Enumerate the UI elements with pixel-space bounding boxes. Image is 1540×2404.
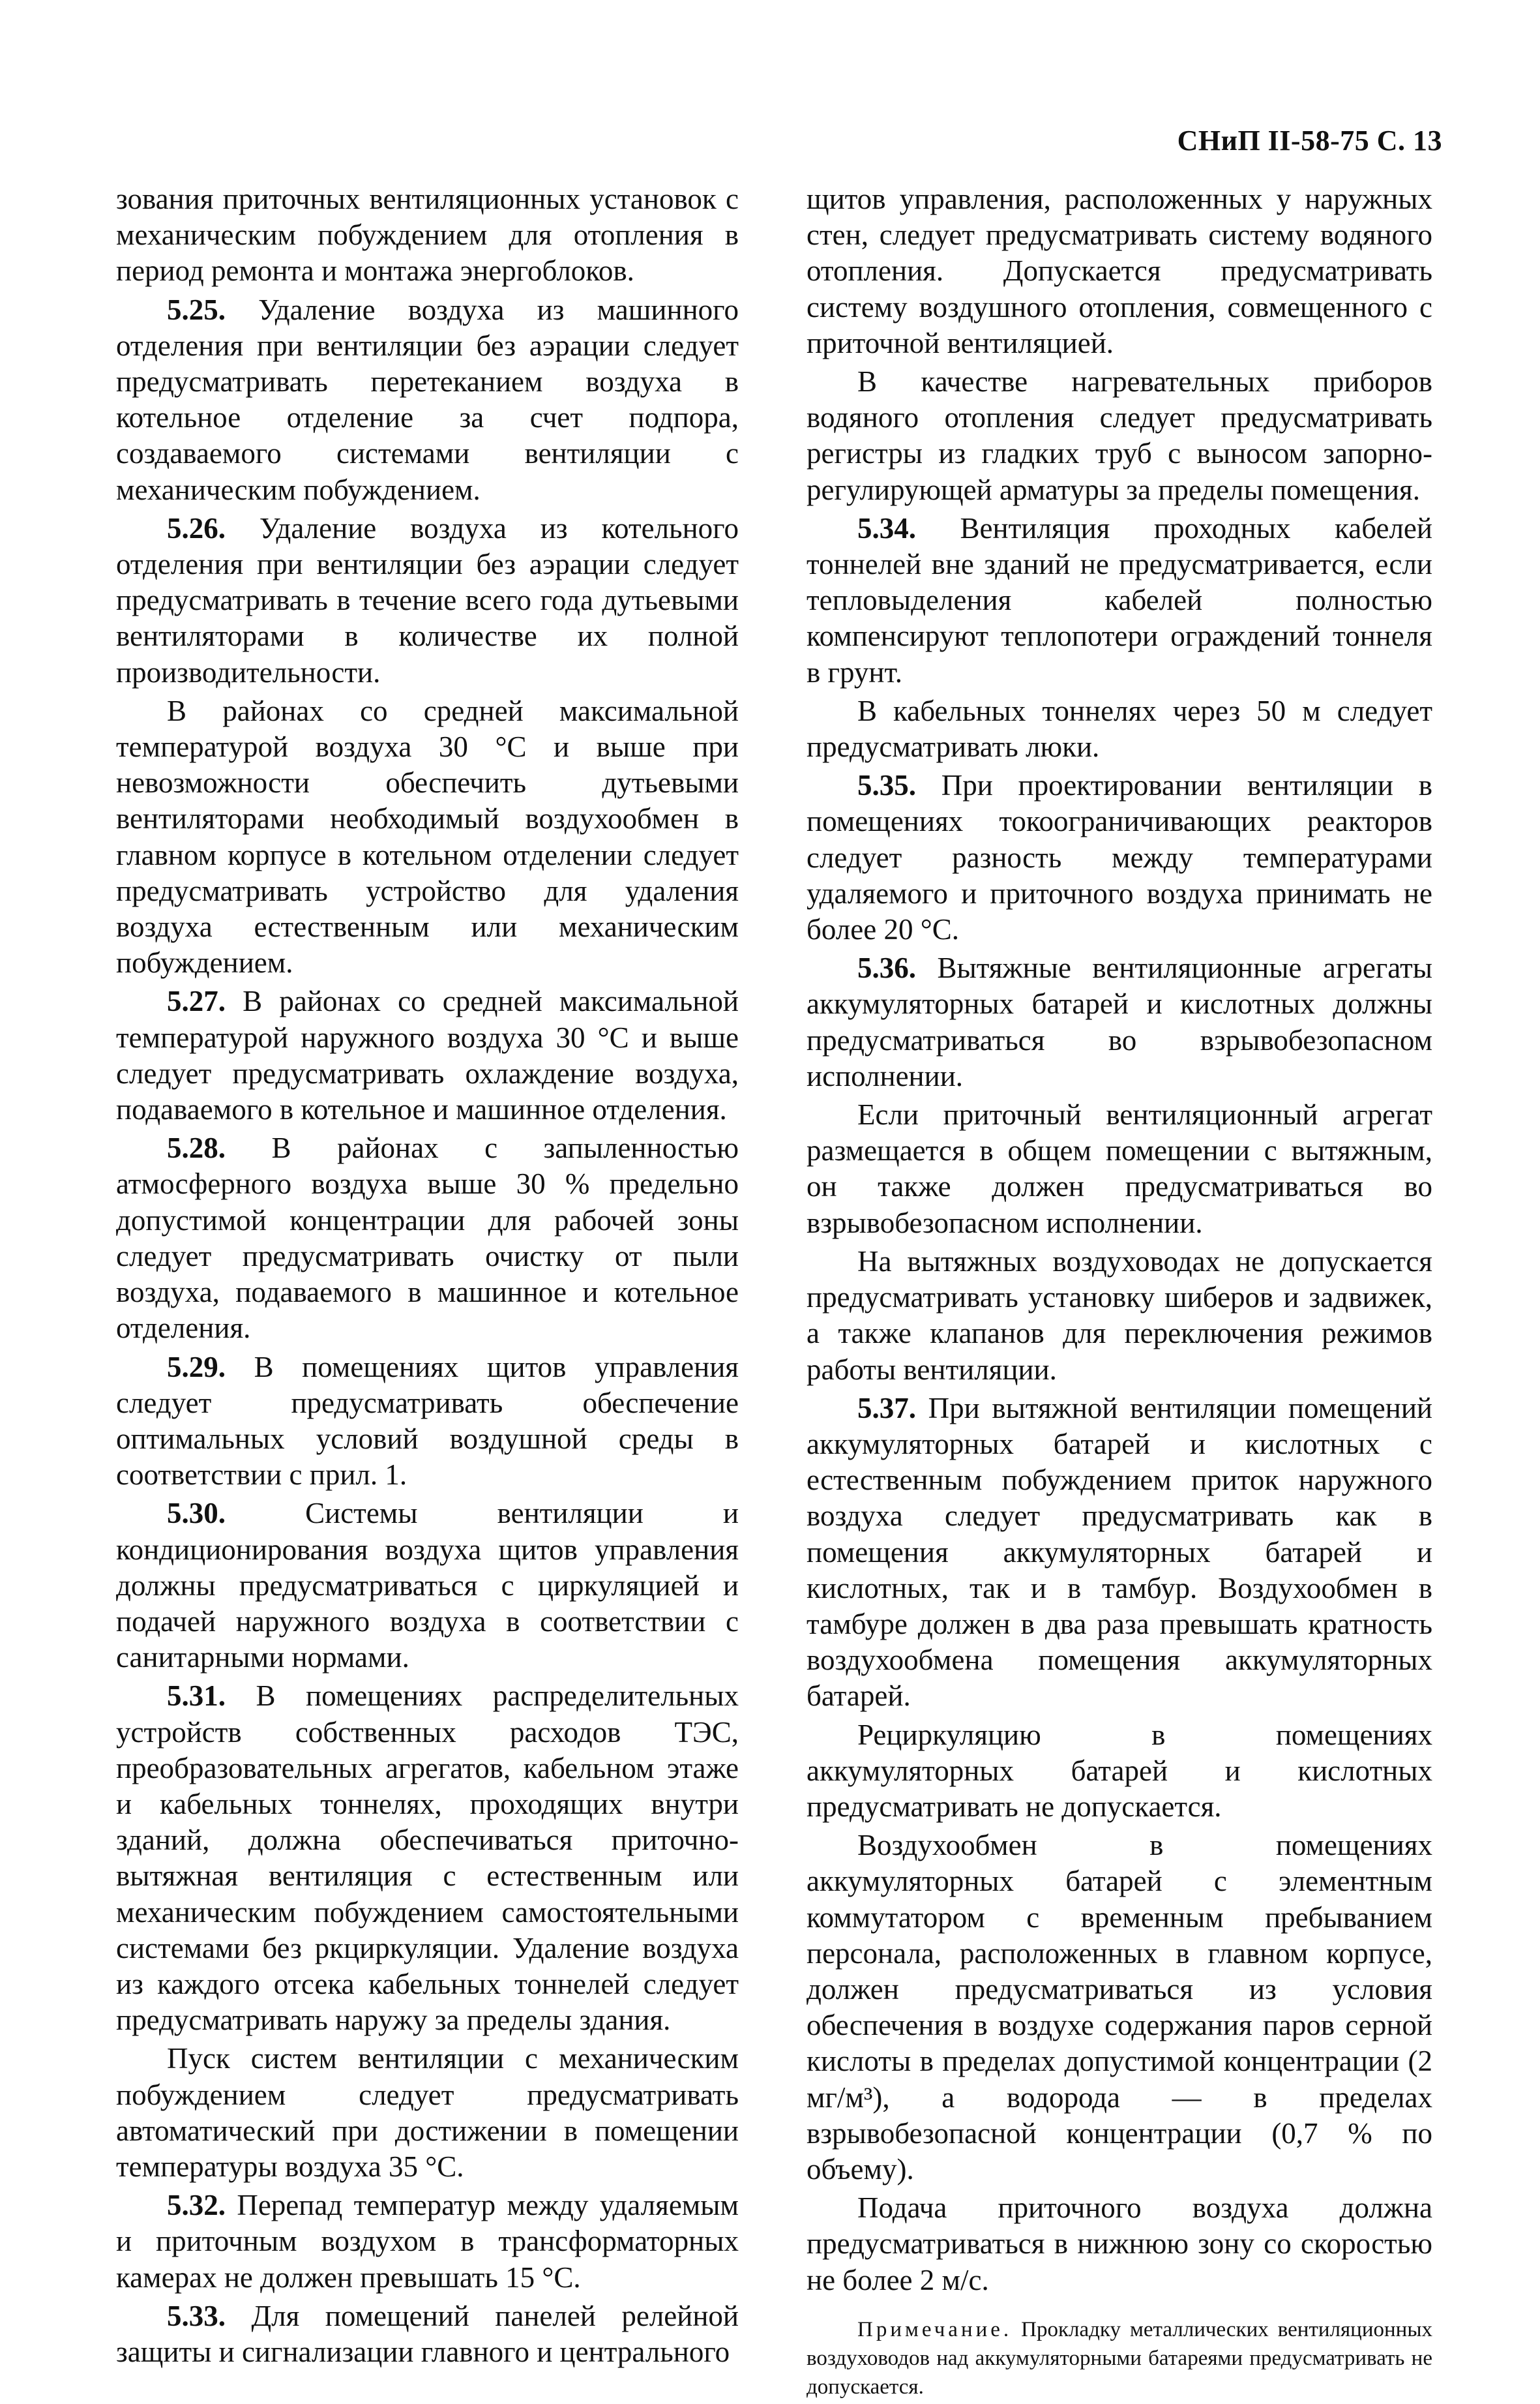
paragraph-text: Вентиляция проходных кабелей тоннелей вне зданий не предусматривается, если тепловыделения кабелей полностью компенсируют теплопотери ограждений тоннеля в грунт. [807, 511, 1432, 689]
paragraph-text: Рециркуляцию в помещениях аккумуляторных батарей и кислотных предусматривать не допускается. [807, 1718, 1432, 1823]
paragraph-text: Пуск систем вентиляции с механическим побуждением следует предусматривать автоматический при достижении в помещении температуры воздуха 35 °С. [116, 2042, 739, 2183]
paragraph [116, 693, 739, 982]
paragraph [807, 768, 1432, 948]
paragraph-text: Воздухообмен в помещениях аккумуляторных батарей с элементным коммутатором с временным пребыванием персонала, расположенных в главном корпусе, должен предусматриваться из условия обеспечения в воздухе содержания паров серной кислоты в пределах допустимой концентрации (2 мг/м³), а водорода — в пределах взрывобезопасной концентрации (0,7 % по объему). [807, 1829, 1432, 2186]
clause-number: 5.27. [167, 985, 226, 1018]
paragraph [116, 2041, 739, 2185]
clause-number: 5.29. [167, 1350, 226, 1383]
clause-number: 5.34. [857, 511, 916, 545]
paragraph [807, 1390, 1432, 1715]
paragraph [116, 984, 739, 1128]
paragraph [116, 1349, 739, 1494]
paragraph-text: В районах со средней максимальной температурой воздуха 30 °С и выше при невозможности обеспечить дутьевыми вентиляторами необходимый воздухообмен в главном корпусе в котельном отделении следует предусматривать устройство для удаления воздуха естественным или механическим побуждением. [116, 694, 739, 980]
clause-number: 5.36. [857, 952, 916, 985]
paragraph [116, 511, 739, 691]
paragraph [807, 181, 1432, 361]
paragraph [807, 2190, 1432, 2298]
paragraph [116, 292, 739, 508]
paragraph-text: При вытяжной вентиляции помещений аккумуляторных батарей и кислотных с естественным побуждением приток наружного воздуха следует предусматривать как в помещения аккумуляторных батарей и кислотных, так и в тамбур. Воздухообмен в тамбуре должен в два раза превышать кратность воздухообмена помещения аккумуляторных батарей. [807, 1391, 1432, 1713]
paragraph-text: Удаление воздуха из машинного отделения при вентиляции без аэрации следует предусматривать перетеканием воздуха в котельное отделение за счет подпора, создаваемого системами вентиляции с механическим побуждением. [116, 293, 739, 506]
clause-number: 5.30. [167, 1497, 226, 1530]
note [807, 2315, 1432, 2401]
page-header: СНиП II-58-75 С. 13 [1177, 125, 1442, 157]
note-label: Примечание. [857, 2317, 1013, 2341]
paragraph [807, 693, 1432, 765]
paragraph-text: Если приточный вентиляционный агрегат размещается в общем помещении с вытяжным, он также должен предусматриваться во взрывобезопасном исполнении. [807, 1098, 1432, 1239]
paragraph-text: При проектировании вентиляции в помещениях токоограничивающих реакторов следует разность между температурами удаляемого и приточного воздуха принимать не более 20 °С. [807, 769, 1432, 946]
right-column [807, 181, 1432, 2404]
paragraph [116, 1678, 739, 2038]
paragraph [807, 511, 1432, 691]
paragraph-text: В помещениях щитов управления следует предусматривать обеспечение оптимальных условий воздушной среды в соответствии с прил. 1. [116, 1350, 739, 1492]
clause-number: 5.32. [167, 2189, 226, 2222]
paragraph [807, 1827, 1432, 2187]
paragraph [807, 1717, 1432, 1826]
clause-number: 5.31. [167, 1679, 226, 1713]
paragraph-text: В районах с запыленностью атмосферного воздуха выше 30 % предельно допустимой концентрации для рабочей зоны следует предусматривать очистку от пыли воздуха, подаваемого в машинное и котельное отделения. [116, 1132, 739, 1345]
paragraph-text: Вытяжные вентиляционные агрегаты аккумуляторных батарей и кислотных должны предусматриваться во взрывобезопасном исполнении. [807, 952, 1432, 1092]
paragraph [116, 1130, 739, 1346]
paragraph-text: Удаление воздуха из котельного отделения при вентиляции без аэрации следует предусматривать в течение всего года дутьевыми вентиляторами в количестве их полной производительности. [116, 511, 739, 689]
note-text: Прокладку металлических вентиляционных воздуховодов над аккумуляторными батареями предусматривать не допускается. [807, 2317, 1432, 2399]
clause-number: 5.25. [167, 293, 226, 326]
paragraph [116, 2187, 739, 2296]
paragraph-text: В кабельных тоннелях через 50 м следует предусматривать люки. [807, 694, 1432, 764]
paragraph [807, 1097, 1432, 1241]
paragraph [807, 364, 1432, 508]
clause-number: 5.37. [857, 1391, 916, 1424]
paragraph-text: В помещениях распределительных устройств собственных расходов ТЭС, преобразовательных агрегатов, кабельном этаже и кабельных тоннелях, проходящих внутри зданий, должна обеспечиваться приточно-вытяжная вентиляция с естественным или механическим побуждением самостоятельными системами без ркциркуляции. Удаление воздуха из каждого отсека кабельных тоннелей следует предусматривать наружу за пределы здания. [116, 1679, 739, 2037]
clause-number: 5.26. [167, 511, 226, 545]
paragraph [807, 1244, 1432, 1388]
paragraph [807, 950, 1432, 1094]
clause-number: 5.28. [167, 1132, 226, 1165]
paragraph-text: Подача приточного воздуха должна предусматриваться в нижнюю зону со скоростью не более 2 м/с. [807, 2191, 1432, 2296]
paragraph [116, 181, 739, 290]
paragraph-text: Перепад температур между удаляемым и приточным воздухом в трансформаторных камерах не должен превышать 15 °С. [116, 2189, 739, 2294]
paragraph-text: Системы вентиляции и кондиционирования воздуха щитов управления должны предусматриваться с циркуляцией и подачей наружного воздуха в соответствии с санитарными нормами. [116, 1497, 739, 1674]
paragraph-text: На вытяжных воздуховодах не допускается предусматривать установку шиберов и задвижек, а также клапанов для переключения режимов работы вентиляции. [807, 1244, 1432, 1386]
paragraph [116, 2298, 739, 2370]
clause-number: 5.33. [167, 2299, 226, 2332]
paragraph-text: В районах со средней максимальной температурой наружного воздуха 30 °С и выше следует предусматривать охлаждение воздуха, подаваемого в котельное и машинное отделения. [116, 985, 739, 1126]
paragraph-text: Для помещений панелей релейной защиты и сигнализации главного и центрального [116, 2299, 739, 2368]
clause-number: 5.35. [857, 769, 916, 802]
paragraph [116, 1495, 739, 1675]
paragraph-text: зования приточных вентиляционных установок с механическим побуждением для отопления в период ремонта и монтажа энергоблоков. [116, 183, 739, 288]
left-column [116, 181, 739, 2373]
paragraph-text: В качестве нагревательных приборов водяного отопления следует предусматривать регистры из гладких труб с выносом запорно-регулирующей арматуры за пределы помещения. [807, 365, 1432, 506]
paragraph-text: щитов управления, расположенных у наружных стен, следует предусматривать систему водяного отопления. Допускается предусматривать систему воздушного отопления, совмещенного с приточной вентиляцией. [807, 183, 1432, 359]
